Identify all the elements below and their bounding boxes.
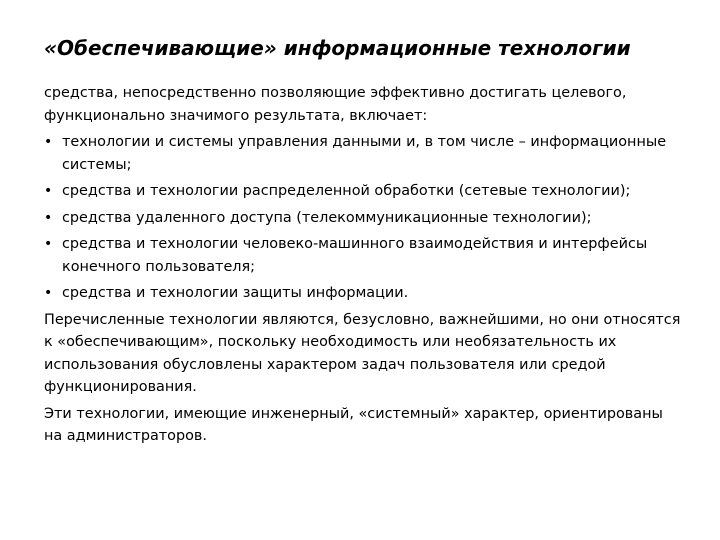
intro-paragraph: средства, непосредственно позволяющие эффективно достигать целевого, функционально значимого результата, включает: xyxy=(44,85,627,124)
list-item xyxy=(44,282,684,305)
list-item xyxy=(44,131,684,176)
bullet-icon: • xyxy=(44,183,53,199)
bullet-icon: • xyxy=(44,134,53,150)
body-paragraph-2: Эти технологии, имеющие инженерный, «системный» характер, ориентированы на администраторов. xyxy=(44,405,663,444)
bullet-icon: • xyxy=(44,209,53,226)
bullet-list xyxy=(44,131,684,305)
body-paragraph-1: Перечисленные технологии являются, безусловно, важнейшими, но они относятся к «обеспечивающим», поскольку необходимость или необязательность их использования обусловлены характером задач пользователя или средой функционирования. xyxy=(44,311,681,395)
list-item-text: средства удаленного доступа (телекоммуникационные технологии); xyxy=(62,209,592,226)
list-item-text: средства и технологии человеко-машинного взаимодействия и интерфейсы конечного пользователя; xyxy=(62,236,648,275)
list-item xyxy=(44,180,684,203)
list-item-text: средства и технологии защиты информации. xyxy=(62,285,409,301)
list-item xyxy=(44,233,684,278)
slide-title: «Обеспечивающие» информационные технологии xyxy=(44,36,631,60)
list-item-text: средства и технологии распределенной обработки (сетевые технологии); xyxy=(62,183,631,199)
slide-content xyxy=(44,82,684,452)
list-item-text: технологии и системы управления данными и, в том числе – информационные системы; xyxy=(62,134,667,173)
list-item xyxy=(44,207,684,230)
bullet-icon: • xyxy=(44,236,53,252)
bullet-icon: • xyxy=(44,285,53,301)
